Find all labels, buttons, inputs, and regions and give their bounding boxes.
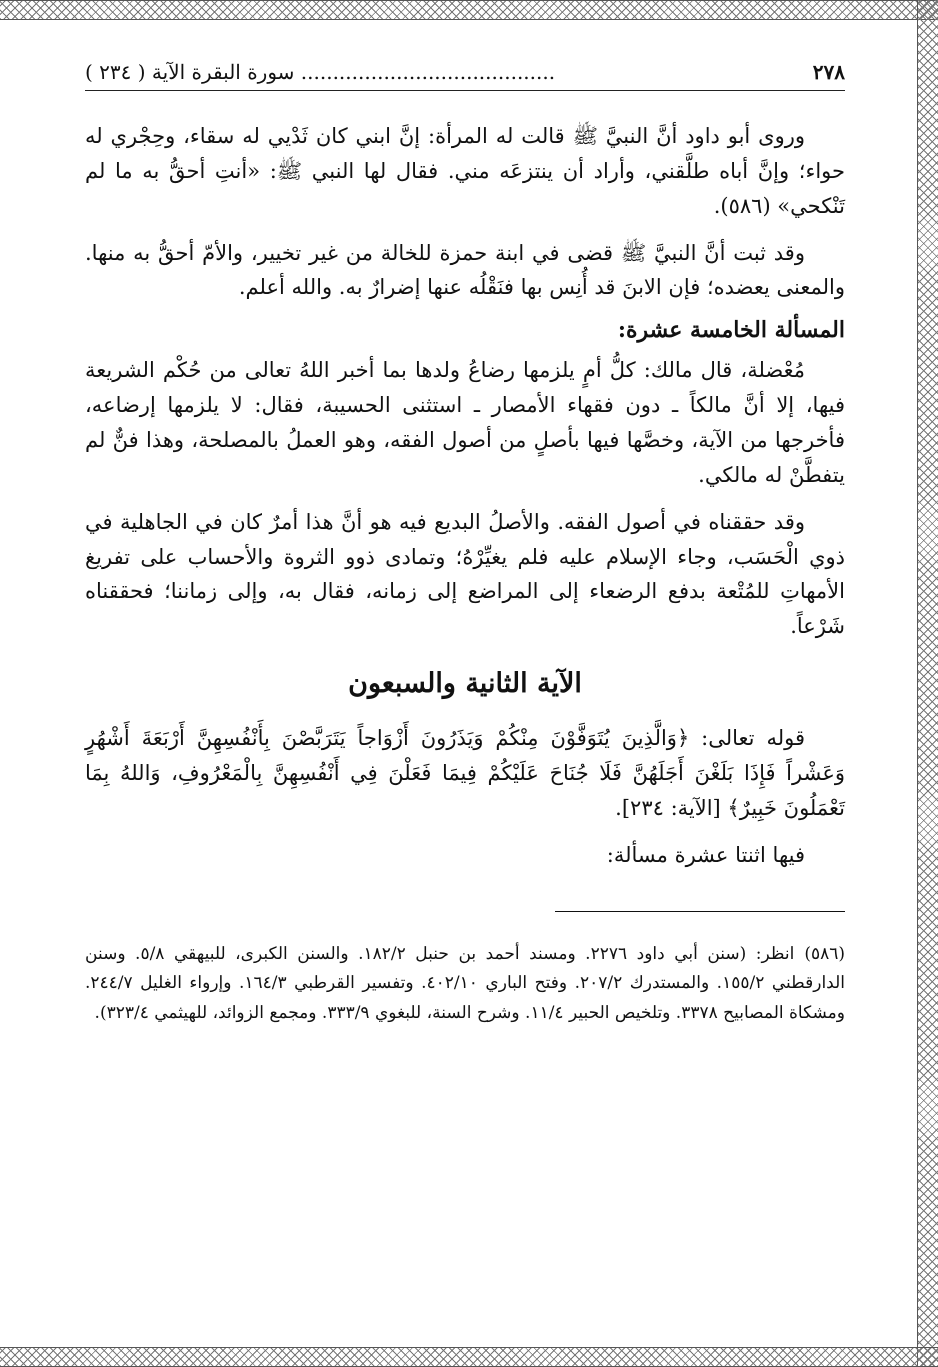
verse-heading: الآية الثانية والسبعون [348, 668, 582, 700]
running-title: ........................................ سورة البقرة الآية ( ٢٣٤ ) [85, 60, 556, 84]
footnote [85, 940, 845, 1029]
paragraph: قوله تعالى: ﴿وَالَّذِينَ يُتَوَفَّوْنَ مِنْكُمْ وَيَذَرُونَ أَزْوَاجاً يَتَرَبَّصْنَ بِأَنْفُسِهِنَّ أَرْبَعَةَ أَشْهُرٍ وَعَشْراً فَإِذَا بَلَغْنَ أَجَلَهُنَّ فَلَا جُنَاحَ عَلَيْكُمْ فِيمَا فَعَلْنَ فِي أَنْفُسِهِنَّ بِالْمَعْرُوفِ، وَاللهُ بِمَا تَعْمَلُونَ خَبِيرٌ﴾ [الآية: ٢٣٤]. [85, 726, 845, 820]
book-page [85, 60, 845, 1029]
paragraph: مُعْضلة، قال مالك: كلُّ أمٍ يلزمها رضاعُ ولدها بما أخبر اللهُ تعالى من حُكْم الشريعة فيها، إلا أنَّ مالكاً ـ دون فقهاء الأمصار ـ استثنى الحسيبة، فقال: لا يلزمها إرضاعه، فأخرجها من الآية، وخصَّها فيها بأصلٍ من أصول الفقه، وهو العملُ بالمصلحة، وهذا فنٌّ لم يتفطَّنْ له مالكي. [85, 358, 845, 487]
paragraph: وقد حققناه في أصول الفقه. والأصلُ البديع فيه هو أنَّ هذا أمرٌ كان في الجاهلية في ذوي الْحَسَب، وجاء الإسلام عليه فلم يغيِّرْهُ؛ وتمادى ذوو الثروة والأحساب على تفريغ الأمهاتِ للمُتْعة بدفع الرضعاء إلى المراضع إلى زمانه، فقال به، وإلى زماننا؛ فحققناه شَرْعاً. [85, 509, 845, 639]
paragraph: وروى أبو داود أنَّ النبيَّ ﷺ قالت له المرأة: إنَّ ابني كان ثَدْيي له سقاء، وحِجْري له حواء؛ وإنَّ أباه طلَّقني، وأراد أن ينتزعَه مني. فقال لها النبي ﷺ: «أنتِ أحقُّ به ما لم تَنْكحي» (٥٨٦). [85, 124, 845, 218]
footnote-text: انظر: (سنن أبي داود ٢٢٧٦. ومسند أحمد بن حنبل ١٨٢/٢. والسنن الكبرى، للبيهقي ٥/٨. وسنن الدارقطني ١٥٥/٢. والمستدرك ٢٠٧/٢. وفتح الباري ٤٠٢/١٠. وتفسير القرطبي ١٦٤/٣. وإرواء الغليل ٢٤٤/٧. ومشكاة المصابيح ٣٣٧٨. وتلخيص الحبير ١١/٤. وشرح السنة، للبغوي ٣٣٣/٩. ومجمع الزوائد، للهيثمي ٣٢٣/٤). [85, 943, 845, 1024]
paragraph: وقد ثبت أنَّ النبيَّ ﷺ قضى في ابنة حمزة للخالة من غير تخيير، والأمّ أحقُّ به منها. والمعنى يعضده؛ فإن الابنَ قد أُنِس بها فنَقْلُه عنها إضرارٌ به. والله أعلم. [85, 240, 845, 300]
page-header [85, 60, 845, 91]
issue-heading: المسألة الخامسة عشرة: [617, 317, 845, 344]
footnote-number: (٥٨٦) [804, 943, 845, 964]
page-number: ٢٧٨ [812, 60, 845, 84]
footnote-divider [555, 911, 845, 912]
ornamental-border-top [0, 0, 938, 20]
ornamental-border-bottom [0, 1347, 938, 1367]
paragraph: فيها اثنتا عشرة مسألة: [606, 842, 805, 867]
ornamental-border-right [917, 0, 938, 1367]
